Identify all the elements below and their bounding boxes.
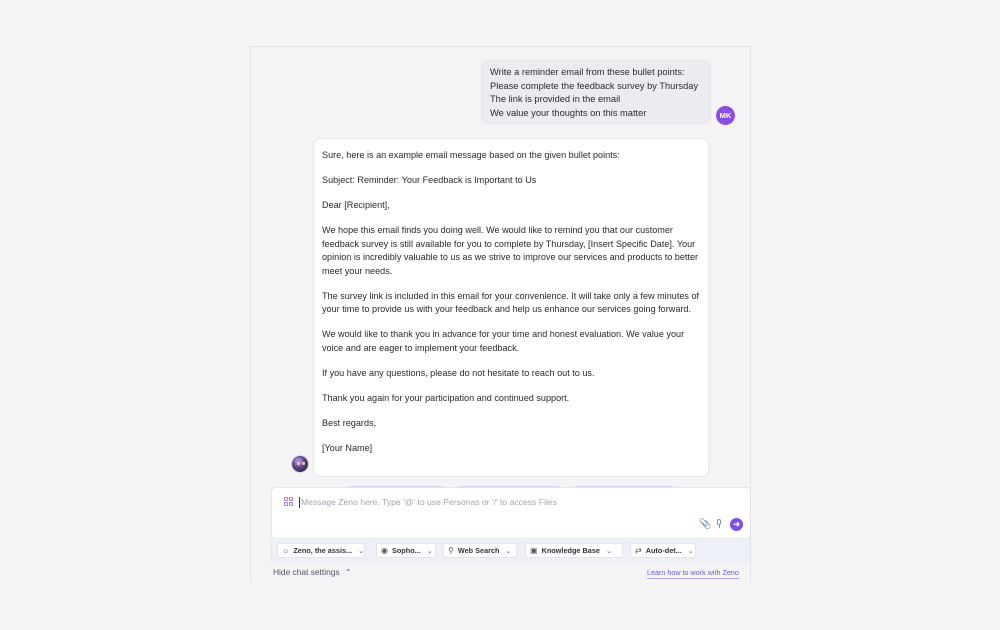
search-icon: ⚲ — [448, 546, 454, 555]
chat-settings-bar — [271, 540, 751, 562]
chat-panel — [250, 46, 751, 583]
persona-select[interactable] — [277, 543, 365, 558]
model-select[interactable] — [376, 543, 436, 558]
chevron-up-icon: ⌃ — [344, 568, 352, 577]
assistant-paragraph: Sure, here is an example email message based on the given bullet points: — [322, 150, 620, 160]
user-message-line: Please complete the feedback survey by Thursday — [490, 80, 699, 91]
chevron-down-icon: ⌄ — [605, 547, 612, 555]
model-icon: ◉ — [381, 546, 388, 555]
hide-chat-settings-button[interactable] — [273, 567, 352, 577]
chevron-down-icon: ⌄ — [687, 547, 694, 555]
chevron-down-icon: ⌄ — [505, 547, 512, 555]
microphone-icon[interactable] — [716, 519, 722, 528]
persona-icon: ☼ — [282, 546, 290, 555]
user-message-bubble — [481, 60, 711, 124]
user-message-line: Write a reminder email from these bullet points: — [490, 67, 685, 77]
hide-chat-settings-label: Hide chat settings — [273, 567, 340, 577]
user-message-line: The link is provided in the email — [490, 94, 621, 105]
avatar-eye-right — [302, 462, 305, 465]
document-icon: ▣ — [530, 546, 538, 555]
avatar-eye-left — [297, 462, 300, 465]
user-message-line: We value your thoughts on this matter — [490, 107, 647, 118]
paperclip-icon[interactable]: 📎 — [699, 519, 712, 530]
message-composer[interactable] — [271, 487, 751, 539]
language-label: Auto-det... — [645, 546, 682, 555]
knowledge-base-select[interactable] — [525, 543, 623, 558]
assistant-paragraph: If you have any questions, please do not hesitate to reach out to us. — [322, 368, 595, 379]
web-search-select[interactable] — [443, 543, 517, 558]
web-search-label: Web Search — [457, 546, 500, 555]
chevron-down-icon: ⌄ — [426, 547, 433, 555]
assistant-paragraph: [Your Name] — [322, 443, 373, 454]
language-select[interactable] — [630, 543, 696, 558]
assistant-paragraph: Dear [Recipient], — [322, 200, 390, 211]
assistant-paragraph: Thank you again for your participation and continued support. — [322, 393, 570, 404]
user-avatar: MK — [716, 106, 735, 125]
learn-zeno-link[interactable]: Learn how to work with Zeno — [647, 568, 739, 577]
persona-label: Zeno, the assis... — [293, 546, 353, 555]
send-arrow-icon[interactable]: ➜ — [730, 518, 743, 531]
assistant-paragraph: We hope this email finds you doing well. We would like to remind you that our customer feedback survey is still available for you to complete by Thursday, [Insert Specific Date]. Your opinion is incredibly valuable to us as we strive to improve our services and products to better meet your needs. — [322, 225, 699, 276]
text-caret — [299, 497, 300, 508]
assistant-paragraph: Subject: Reminder: Your Feedback is Important to Us — [322, 175, 537, 186]
chevron-down-icon: ⌄ — [358, 547, 365, 555]
knowledge-base-label: Knowledge Base — [541, 546, 600, 555]
assistant-message-bubble — [313, 138, 709, 477]
assistant-paragraph: Best regards, — [322, 418, 377, 429]
translate-icon: ⇄ — [635, 546, 642, 555]
assistant-paragraph: The survey link is included in this email for your convenience. It will take only a few minutes of your time to provide us with your feedback and help us enhance our services going forward. — [322, 290, 700, 315]
grid-icon[interactable] — [284, 497, 293, 506]
model-label: Sopho... — [391, 546, 421, 555]
assistant-paragraph: We would like to thank you in advance for your time and honest evaluation. We value your voice and are eager to implement your feedback. — [322, 329, 685, 353]
message-input[interactable]: Message Zeno here. Type '@' to use Personas or '/' to access Files — [301, 497, 557, 507]
assistant-avatar — [291, 455, 309, 473]
